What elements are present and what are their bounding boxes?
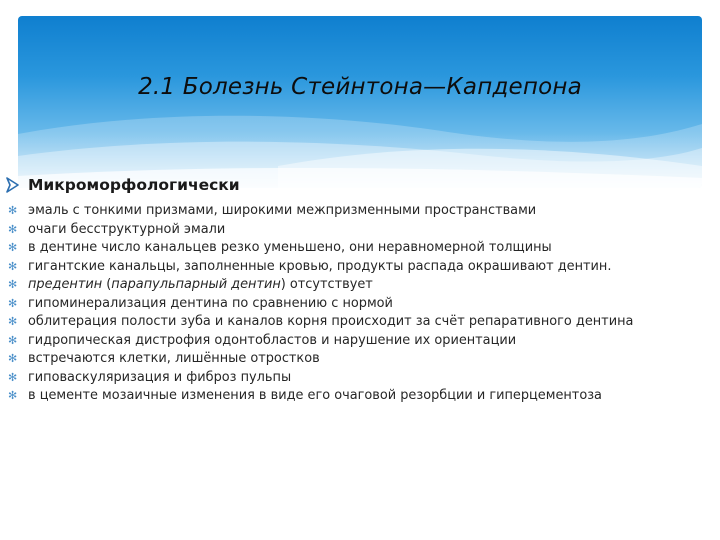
list-item-text-part: гигантские канальцы, заполненные кровью, продукты распада окрашивают дентин.: [28, 258, 612, 274]
snowflake-bullet-icon: ✻: [8, 315, 18, 328]
list-item-text-part: парапульпарный дентин: [111, 277, 281, 292]
list-item-text-part: в дентине число канальцев резко уменьшено, они неравномерной толщины: [28, 240, 552, 255]
list-item-text-part: встречаются клетки, лишённые отростков: [28, 351, 320, 366]
snowflake-bullet-icon: ✻: [8, 222, 18, 236]
list-item-text-part: эмаль с тонкими призмами, широкими межпризменными пространствами: [28, 203, 537, 218]
list-item-text: [28, 351, 320, 366]
snowflake-bullet-icon: ✻: [8, 278, 18, 291]
list-item-text: [28, 370, 291, 385]
snowflake-bullet-icon: ✻: [8, 389, 18, 402]
findings-list: [8, 203, 708, 407]
list-item-text: [28, 314, 633, 329]
slide-title: 2.1 Болезнь Стейнтона—Капдепона: [138, 74, 582, 100]
snowflake-bullet-icon: ✻: [8, 204, 18, 217]
list-item-text-part: гидропическая дистрофия одонтобластов и нарушение их ориентации: [28, 332, 517, 348]
list-item-text-part: гиповаскуляризация и фиброз пульпы: [28, 369, 292, 385]
list-item-text: [28, 240, 552, 255]
title-banner: [18, 16, 702, 188]
list-item-text-part: предентин: [28, 277, 103, 292]
list-item-text-part: гипоминерализация дентина по сравнению с нормой: [28, 295, 393, 311]
list-item: [8, 277, 708, 292]
list-item-text-part: очаги бесструктурной эмали: [28, 221, 226, 237]
list-item: [8, 240, 708, 255]
snowflake-bullet-icon: ✻: [8, 333, 18, 347]
snowflake-bullet-icon: ✻: [8, 370, 18, 384]
list-item: [8, 314, 708, 329]
arrow-check-icon: [6, 177, 20, 193]
list-item: [8, 259, 708, 274]
banner-wave-decoration: [18, 16, 702, 188]
list-item: [8, 222, 708, 237]
snowflake-bullet-icon: ✻: [8, 241, 18, 254]
list-item-text-part: ) отсутствует: [280, 277, 373, 292]
section-heading: [6, 176, 240, 194]
list-item-text: [28, 388, 602, 403]
list-item-text-part: облитерация полости зуба и каналов корня происходит за счёт репаративного дентина: [28, 314, 634, 329]
list-item-text-part: в цементе мозаичные изменения в виде его очаговой резорбции и гиперцементоза: [28, 388, 602, 403]
section-heading-text: Микроморфологически: [28, 176, 240, 194]
list-item: [8, 296, 708, 311]
list-item: [8, 203, 708, 218]
list-item: [8, 333, 708, 348]
list-item-text: [28, 333, 516, 348]
list-item: [8, 370, 708, 385]
list-item-text: [28, 222, 225, 237]
list-item-text: [28, 277, 373, 292]
list-item-text: [28, 296, 393, 311]
snowflake-bullet-icon: ✻: [8, 352, 18, 365]
list-item: [8, 351, 708, 366]
list-item: [8, 388, 708, 403]
list-item-text: [28, 259, 611, 274]
snowflake-bullet-icon: ✻: [8, 259, 18, 273]
list-item-text-part: (: [102, 277, 112, 292]
snowflake-bullet-icon: ✻: [8, 296, 18, 310]
list-item-text: [28, 203, 536, 218]
